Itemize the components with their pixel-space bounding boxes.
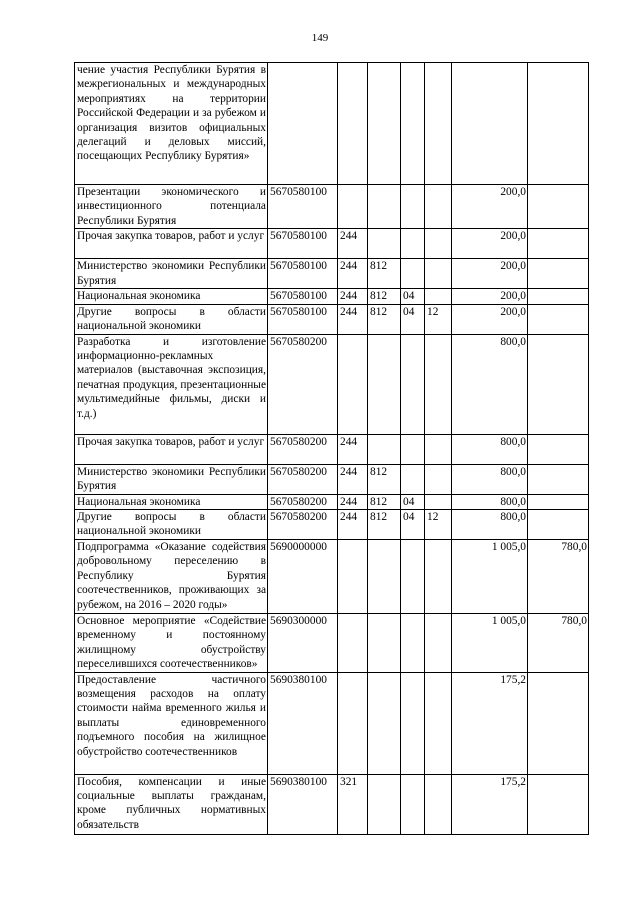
subsection-code <box>425 464 452 494</box>
ministry-code <box>368 229 401 259</box>
subsection-code <box>425 434 452 464</box>
expense-type-code <box>338 63 368 185</box>
table-row <box>75 63 589 185</box>
section-code: 04 <box>401 289 425 304</box>
ministry-code: 812 <box>368 289 401 304</box>
row-name: Подпрограмма «Оказание содействия добровольному переселению в Республику Бурятия соотечественников, проживающих за рубежом, на 2016 – 2020 годы» <box>75 540 268 614</box>
amount-total: 175,2 <box>452 672 528 774</box>
subsection-code <box>425 259 452 289</box>
section-code <box>401 229 425 259</box>
budget-table <box>74 62 589 835</box>
section-code: 04 <box>401 510 425 540</box>
table-row <box>75 259 589 289</box>
target-article-code: 5670580100 <box>268 185 338 229</box>
expense-type-code: 244 <box>338 464 368 494</box>
subsection-code <box>425 334 452 434</box>
amount-federal <box>528 494 589 509</box>
amount-federal <box>528 774 589 834</box>
amount-total: 1 005,0 <box>452 614 528 673</box>
table-row <box>75 774 589 834</box>
expense-type-code: 244 <box>338 494 368 509</box>
section-code: 04 <box>401 304 425 334</box>
subsection-code <box>425 494 452 509</box>
subsection-code <box>425 63 452 185</box>
table-row <box>75 540 589 614</box>
section-code <box>401 334 425 434</box>
ministry-code <box>368 434 401 464</box>
target-article-code: 5690380100 <box>268 672 338 774</box>
target-article-code: 5670580100 <box>268 304 338 334</box>
ministry-code <box>368 334 401 434</box>
amount-total: 1 005,0 <box>452 540 528 614</box>
ministry-code: 812 <box>368 304 401 334</box>
target-article-code: 5670580200 <box>268 494 338 509</box>
amount-total <box>452 63 528 185</box>
expense-type-code: 321 <box>338 774 368 834</box>
target-article-code: 5670580100 <box>268 289 338 304</box>
row-name: Национальная экономика <box>75 494 268 509</box>
row-name: Предоставление частичного возмещения расходов на оплату стоимости найма временного жилья и выплаты единовременного подъемного пособия на жилищное обустройство соотечественников <box>75 672 268 774</box>
target-article-code: 5670580100 <box>268 259 338 289</box>
table-row <box>75 434 589 464</box>
row-name: Разработка и изготовление информационно-рекламных материалов (выставочная экспозиция, печатная продукция, презентационные мультимедийные фильмы, диски и т.д.) <box>75 334 268 434</box>
subsection-code <box>425 774 452 834</box>
amount-total: 200,0 <box>452 229 528 259</box>
amount-federal <box>528 63 589 185</box>
subsection-code <box>425 229 452 259</box>
ministry-code <box>368 614 401 673</box>
table-row <box>75 510 589 540</box>
table-row <box>75 229 589 259</box>
subsection-code <box>425 540 452 614</box>
amount-total: 200,0 <box>452 304 528 334</box>
row-name: Пособия, компенсации и иные социальные выплаты гражданам, кроме публичных нормативных обязательств <box>75 774 268 834</box>
target-article-code: 5690380100 <box>268 774 338 834</box>
subsection-code: 12 <box>425 304 452 334</box>
section-code <box>401 774 425 834</box>
subsection-code <box>425 614 452 673</box>
section-code <box>401 63 425 185</box>
amount-federal <box>528 229 589 259</box>
expense-type-code <box>338 185 368 229</box>
amount-total: 800,0 <box>452 494 528 509</box>
amount-federal: 780,0 <box>528 614 589 673</box>
target-article-code: 5670580100 <box>268 229 338 259</box>
amount-federal <box>528 259 589 289</box>
ministry-code <box>368 774 401 834</box>
section-code <box>401 185 425 229</box>
expense-type-code: 244 <box>338 510 368 540</box>
ministry-code: 812 <box>368 510 401 540</box>
amount-federal <box>528 464 589 494</box>
section-code: 04 <box>401 494 425 509</box>
amount-total: 200,0 <box>452 259 528 289</box>
amount-total: 175,2 <box>452 774 528 834</box>
section-code <box>401 259 425 289</box>
target-article-code: 5670580200 <box>268 334 338 434</box>
subsection-code <box>425 672 452 774</box>
table-row <box>75 334 589 434</box>
ministry-code <box>368 540 401 614</box>
amount-federal <box>528 672 589 774</box>
expense-type-code: 244 <box>338 304 368 334</box>
table-row <box>75 185 589 229</box>
amount-federal <box>528 434 589 464</box>
subsection-code <box>425 289 452 304</box>
target-article-code: 5690300000 <box>268 614 338 673</box>
row-name: Другие вопросы в области национальной экономики <box>75 304 268 334</box>
target-article-code: 5670580200 <box>268 464 338 494</box>
table-row <box>75 304 589 334</box>
expense-type-code: 244 <box>338 229 368 259</box>
expense-type-code <box>338 672 368 774</box>
ministry-code <box>368 185 401 229</box>
section-code <box>401 614 425 673</box>
ministry-code: 812 <box>368 464 401 494</box>
amount-total: 800,0 <box>452 434 528 464</box>
table-row <box>75 672 589 774</box>
expense-type-code: 244 <box>338 434 368 464</box>
amount-federal <box>528 185 589 229</box>
target-article-code: 5670580200 <box>268 434 338 464</box>
target-article-code: 5690000000 <box>268 540 338 614</box>
row-name: Прочая закупка товаров, работ и услуг <box>75 434 268 464</box>
expense-type-code <box>338 614 368 673</box>
table-body <box>75 63 589 835</box>
amount-total: 200,0 <box>452 289 528 304</box>
amount-federal <box>528 510 589 540</box>
amount-total: 800,0 <box>452 464 528 494</box>
page-number: 149 <box>311 32 329 44</box>
amount-total: 800,0 <box>452 334 528 434</box>
table-row <box>75 464 589 494</box>
amount-federal <box>528 289 589 304</box>
amount-total: 200,0 <box>452 185 528 229</box>
ministry-code: 812 <box>368 494 401 509</box>
expense-type-code: 244 <box>338 289 368 304</box>
expense-type-code: 244 <box>338 259 368 289</box>
ministry-code: 812 <box>368 259 401 289</box>
amount-federal: 780,0 <box>528 540 589 614</box>
table-row <box>75 494 589 509</box>
section-code <box>401 672 425 774</box>
row-name: Презентации экономического и инвестиционного потенциала Республики Бурятия <box>75 185 268 229</box>
row-name: чение участия Республики Бурятия в межрегиональных и международных мероприятиях на территории Российской Федерации и за рубежом и организация визитов официальных делегаций и деловых миссий, посещающих Республику Бурятия» <box>75 63 268 185</box>
expense-type-code <box>338 540 368 614</box>
table-row <box>75 289 589 304</box>
row-name: Национальная экономика <box>75 289 268 304</box>
table-row <box>75 614 589 673</box>
section-code <box>401 464 425 494</box>
ministry-code <box>368 63 401 185</box>
ministry-code <box>368 672 401 774</box>
row-name: Министерство экономики Республики Бурятия <box>75 464 268 494</box>
amount-federal <box>528 334 589 434</box>
target-article-code <box>268 63 338 185</box>
row-name: Министерство экономики Республики Бурятия <box>75 259 268 289</box>
subsection-code: 12 <box>425 510 452 540</box>
expense-type-code <box>338 334 368 434</box>
row-name: Прочая закупка товаров, работ и услуг <box>75 229 268 259</box>
section-code <box>401 540 425 614</box>
row-name: Основное мероприятие «Содействие временному и постоянному жилищному обустройству переселившихся соотечественников» <box>75 614 268 673</box>
subsection-code <box>425 185 452 229</box>
amount-total: 800,0 <box>452 510 528 540</box>
amount-federal <box>528 304 589 334</box>
target-article-code: 5670580200 <box>268 510 338 540</box>
section-code <box>401 434 425 464</box>
row-name: Другие вопросы в области национальной экономики <box>75 510 268 540</box>
